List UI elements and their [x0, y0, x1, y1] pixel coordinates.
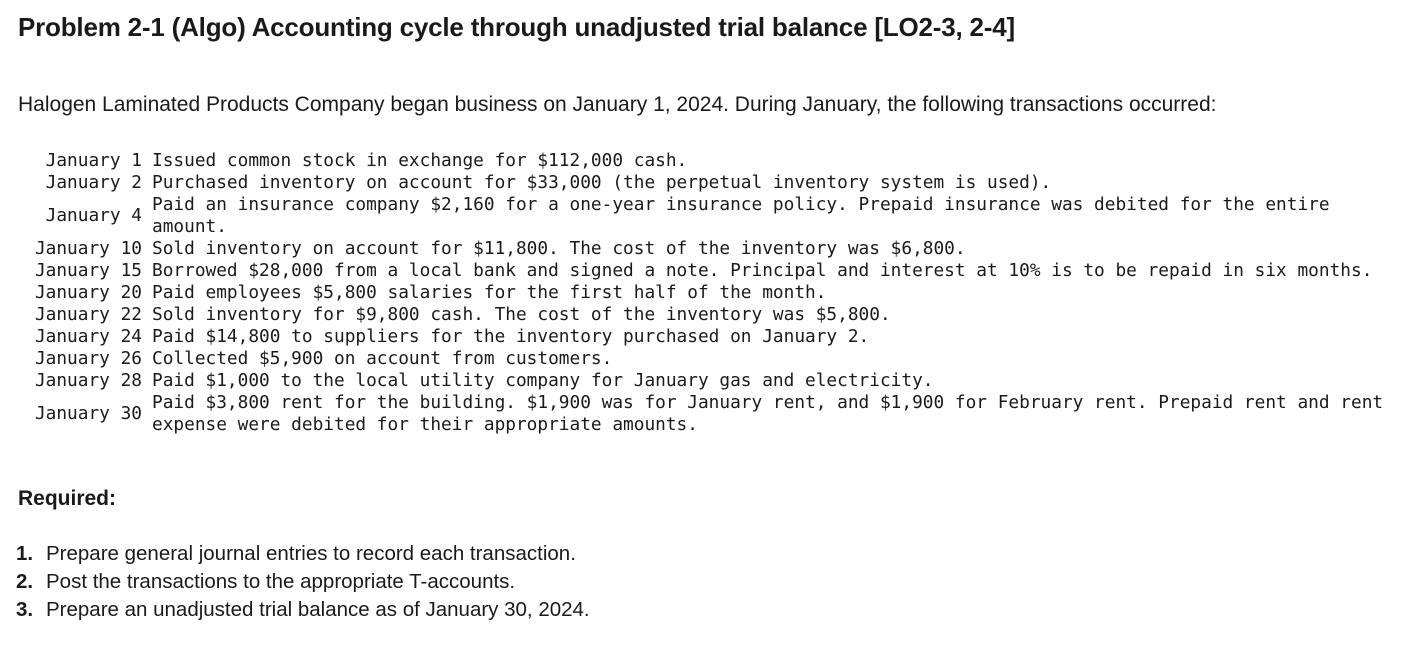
requirement-text: Post the transactions to the appropriate T-accounts.	[46, 570, 516, 593]
transaction-description: Sold inventory on account for $11,800. The cost of the inventory was $6,800.	[152, 238, 966, 259]
transaction-description: Paid $3,800 rent for the building. $1,900 was for January rent, and $1,900 for February rent. Prepaid rent and rent expense were debited for their appropriate amounts.	[152, 392, 1384, 435]
transaction-row	[18, 150, 1392, 172]
transaction-description: Collected $5,900 on account from customers.	[152, 348, 613, 369]
requirement-item	[16, 596, 590, 624]
transaction-date: January 22	[34, 304, 142, 325]
transaction-date: January 30	[34, 403, 142, 424]
requirement-number: 3.	[16, 598, 34, 621]
transaction-row	[18, 238, 1392, 260]
transaction-description: Issued common stock in exchange for $112,000 cash.	[152, 150, 688, 171]
requirement-number: 1.	[16, 542, 34, 565]
transaction-row	[18, 304, 1392, 326]
transaction-date: January 15	[34, 260, 142, 281]
transaction-row	[18, 260, 1392, 282]
transaction-description: Paid an insurance company $2,160 for a one-year insurance policy. Prepaid insurance was debited for the entire amount.	[152, 194, 1330, 237]
transaction-description: Purchased inventory on account for $33,000 (the perpetual inventory system is used).	[152, 172, 1052, 193]
transaction-date: January 2	[45, 172, 142, 193]
transaction-date: January 10	[34, 238, 142, 259]
requirement-item	[16, 540, 590, 568]
transaction-row	[18, 282, 1392, 304]
transaction-row	[18, 370, 1392, 392]
transaction-row	[18, 392, 1392, 436]
requirements-list	[16, 540, 590, 624]
transaction-description: Borrowed $28,000 from a local bank and signed a note. Principal and interest at 10% is to be repaid in six months.	[152, 260, 1373, 281]
transaction-description: Paid employees $5,800 salaries for the first half of the month.	[152, 282, 827, 303]
transaction-row	[18, 172, 1392, 194]
transaction-date: January 26	[34, 348, 142, 369]
requirement-text: Prepare an unadjusted trial balance as of January 30, 2024.	[46, 598, 590, 621]
transaction-date: January 4	[45, 205, 142, 226]
transaction-row	[18, 348, 1392, 370]
transaction-row	[18, 194, 1392, 238]
transaction-description: Sold inventory for $9,800 cash. The cost of the inventory was $5,800.	[152, 304, 891, 325]
requirement-text: Prepare general journal entries to record each transaction.	[46, 542, 576, 565]
intro-text: Halogen Laminated Products Company began business on January 1, 2024. During January, the following transactions occurred:	[18, 93, 1217, 116]
transaction-date: January 28	[34, 370, 142, 391]
required-heading: Required:	[18, 487, 117, 510]
transaction-description: Paid $1,000 to the local utility company for January gas and electricity.	[152, 370, 934, 391]
transaction-row	[18, 326, 1392, 348]
requirement-item	[16, 568, 590, 596]
transaction-date: January 24	[34, 326, 142, 347]
transaction-description: Paid $14,800 to suppliers for the inventory purchased on January 2.	[152, 326, 870, 347]
transaction-date: January 1	[45, 150, 142, 171]
transactions-table	[18, 150, 1392, 436]
requirement-number: 2.	[16, 570, 34, 593]
page-title: Problem 2-1 (Algo) Accounting cycle through unadjusted trial balance [LO2-3, 2-4]	[18, 12, 1015, 42]
transaction-date: January 20	[34, 282, 142, 303]
